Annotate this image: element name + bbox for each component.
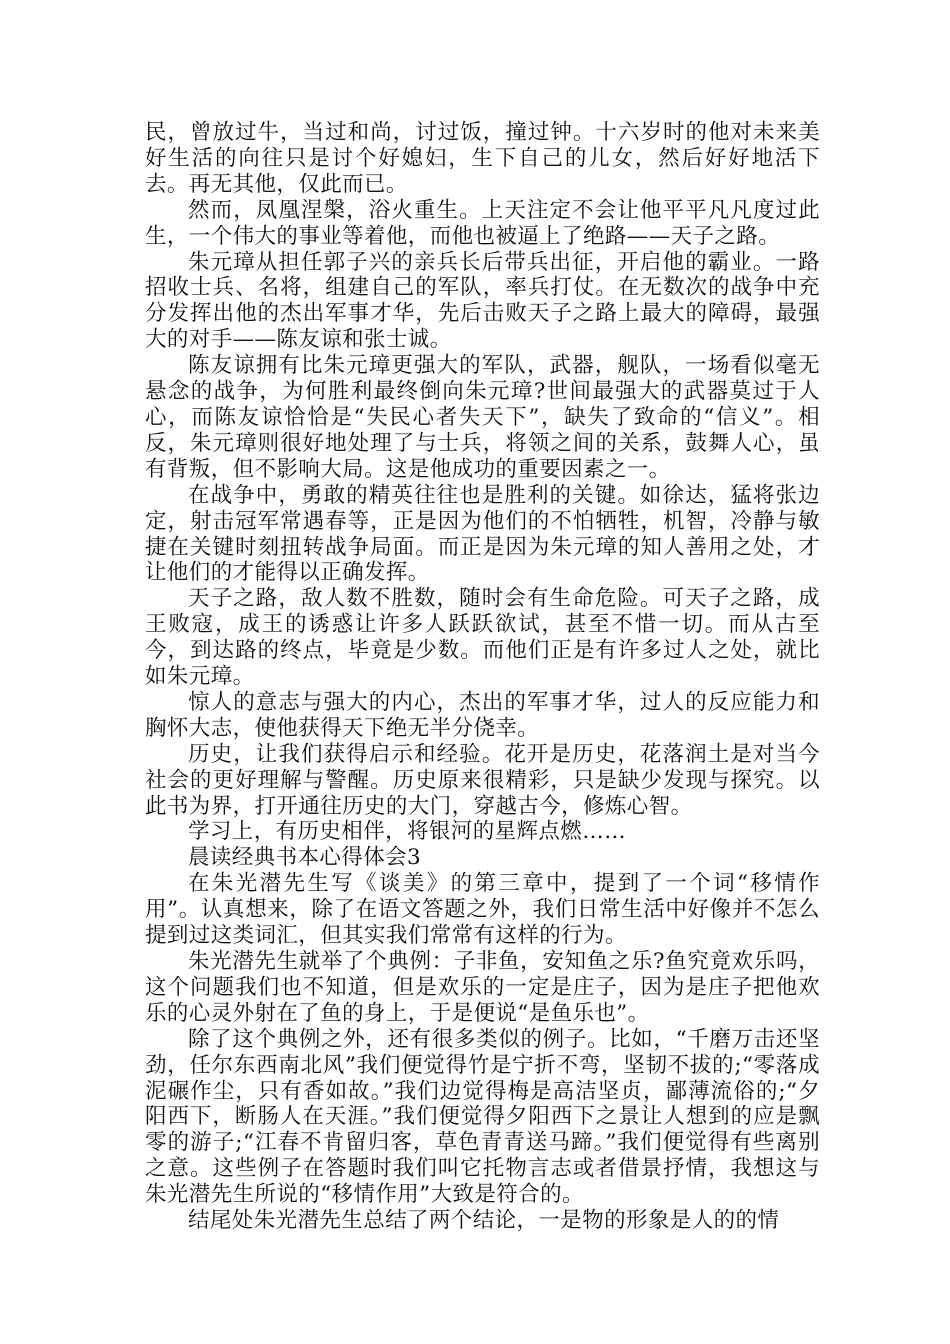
paragraph: 结尾处朱光潜先生总结了两个结论，一是物的形象是人的的情 [188,1208,780,1234]
paragraph: 天子之路，敌人数不胜数，随时会有生命危险。可天子之路，成王败寇，成王的诱惑让许多人跃跃欲试，甚至不惜一切。而从古至今，到达路的终点，毕竟是少数。而他们正是有许多过人之处，就比如朱元璋。 [145,586,820,690]
section-heading: 晨读经典书本心得体会3 [188,845,422,871]
document-page [145,120,820,1234]
paragraph: 然而，凤凰涅槃，浴火重生。上天注定不会让他平平凡凡度过此生，一个伟大的事业等着他，而他也被逼上了绝路——天子之路。 [145,197,820,249]
paragraph: 历史，让我们获得启示和经验。花开是历史，花落润土是对当今社会的更好理解与警醒。历史原来很精彩，只是缺少发现与探究。以此书为界，打开通往历史的大门，穿越古今，修炼心智。 [145,741,820,819]
paragraph: 学习上，有历史相伴，将银河的星辉点燃…… [188,819,627,845]
paragraph: 惊人的意志与强大的内心，杰出的军事才华，过人的反应能力和胸怀大志，使他获得天下绝无半分侥幸。 [145,689,820,741]
paragraph: 朱光潜先生就举了个典例：子非鱼，安知鱼之乐?鱼究竟欢乐吗，这个问题我们也不知道，但是欢乐的一定是庄子，因为是庄子把他欢乐的心灵外射在了鱼的身上，于是便说“是鱼乐也”。 [145,949,820,1026]
paragraph: 陈友谅拥有比朱元璋更强大的军队，武器，舰队，一场看似毫无悬念的战争，为何胜利最终倒向朱元璋?世间最强大的武器莫过于人心，而陈友谅恰恰是“失民心者失天下”，缺失了致命的“信义”。相反，朱元璋则很好地处理了与士兵，将领之间的关系，鼓舞人心，虽有背叛，但不影响大局。这是他成功的重要因素之一。 [145,353,820,482]
paragraph: 朱元璋从担任郭子兴的亲兵长后带兵出征，开启他的霸业。一路招收士兵、名将，组建自己的军队，率兵打仗。在无数次的战争中充分发挥出他的杰出军事才华，先后击败天子之路上最大的障碍，最强大的对手——陈友谅和张士诚。 [145,249,820,353]
paragraph: 在战争中，勇敢的精英往往也是胜利的关键。如徐达，猛将张边定，射击冠军常遇春等，正是因为他们的不怕牺牲，机智，冷静与敏捷在关键时刻扭转战争局面。而正是因为朱元璋的知人善用之处，才让他们的才能得以正确发挥。 [145,482,820,586]
paragraph: 除了这个典例之外，还有很多类似的例子。比如，“千磨万击还坚劲，任尔东西南北风”我们便觉得竹是宁折不弯，坚韧不拔的;“零落成泥碾作尘，只有香如故。”我们边觉得梅是高洁坚贞，鄙薄流俗的;“夕阳西下，断肠人在天涯。”我们便觉得夕阳西下之景让人想到的应是飘零的游子;“江春不肯留归客，草色青青送马蹄。”我们便觉得有些离别之意。这些例子在答题时我们叫它托物言志或者借景抒情，我想这与朱光潜先生所说的“移情作用”大致是符合的。 [145,1026,820,1208]
paragraph: 在朱光潜先生写《谈美》的第三章中，提到了一个词“移情作用”。认真想来，除了在语文答题之外，我们日常生活中好像并不怎么提到过这类词汇，但其实我们常常有这样的行为。 [145,871,820,949]
paragraph: 民，曾放过牛，当过和尚，讨过饭，撞过钟。十六岁时的他对未来美好生活的向往只是讨个好媳妇，生下自己的儿女，然后好好地活下去。再无其他，仅此而已。 [145,120,820,197]
